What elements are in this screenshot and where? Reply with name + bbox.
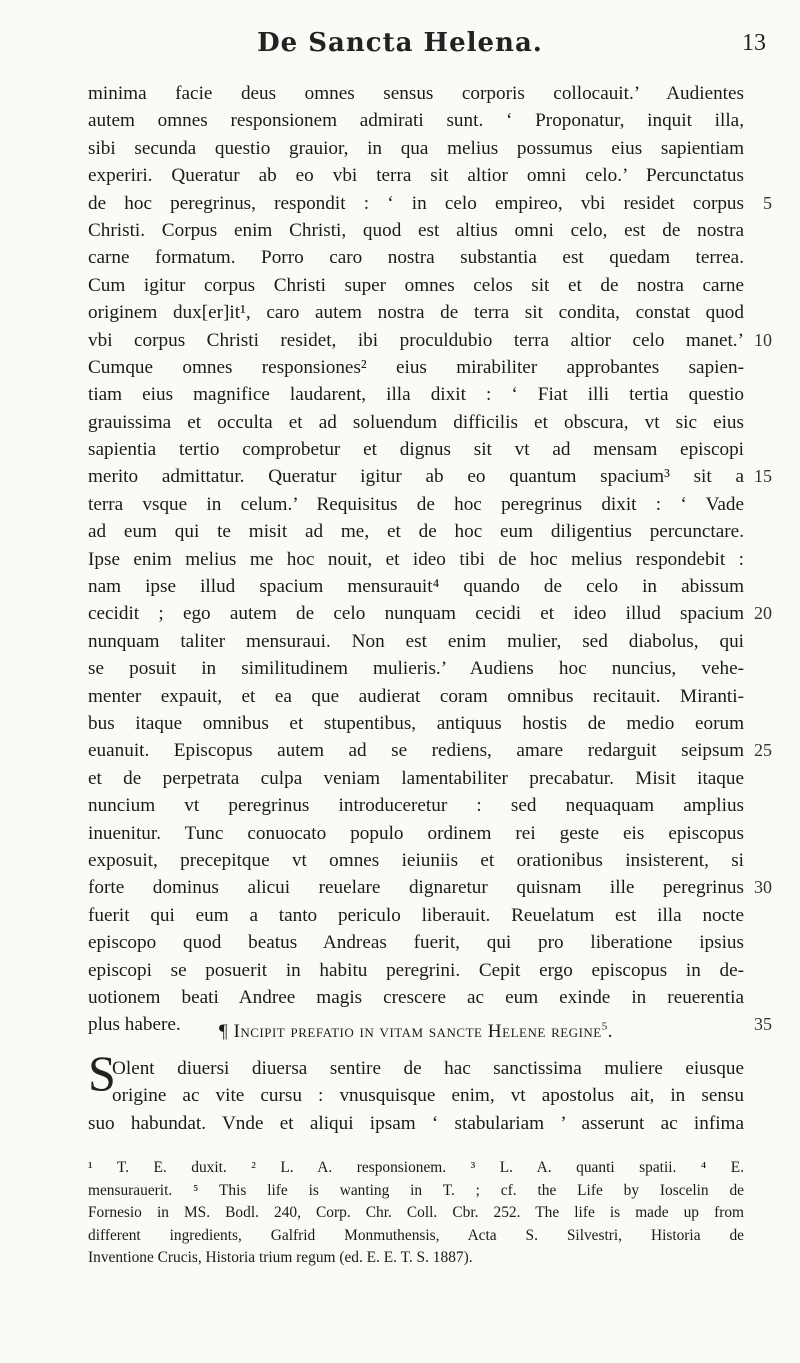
text-line: inuenitur. Tunc conuocato populo ordinem rei geste eis episcopus	[88, 822, 744, 844]
text-line: Ipse enim melius me hoc nouit, et ideo tibi de hoc melius respondebit :	[88, 548, 744, 570]
text-line: Cumque omnes responsiones² eius mirabiliter approbantes sapien-	[88, 356, 744, 378]
intro-line: Olent diuersi diuersa sentire de hac sanctissima muliere eiusque	[112, 1058, 744, 1079]
text-line: vbi corpus Christi residet, ibi proculdubio terra altior celo manet.’ 10	[88, 327, 744, 354]
line-number: 25	[754, 740, 772, 761]
text-line: experiri. Queratur ab eo vbi terra sit altior omni celo.’ Percunctatus	[88, 165, 744, 187]
text-line: bus itaque omnibus et stupentibus, antiquus hostis de medio eorum	[88, 712, 744, 734]
footnote-line: different ingredients, Galfrid Monmuthensis, Acta S. Silvestri, Historia de	[88, 1226, 744, 1244]
text-line: grauissima et occulta et ad soluendum difficilis et obscura, vt sic eius	[88, 411, 744, 433]
text-line: de hoc peregrinus, respondit : ‘ in celo empireo, vbi residet corpus 5	[88, 190, 744, 217]
main-text	[88, 80, 772, 1039]
text-line: sibi secunda questio grauior, in qua melius possumus eius sapientiam	[88, 137, 744, 159]
heading-footnote-ref: 5	[601, 1020, 608, 1033]
text-line: et de perpetrata culpa veniam lamentabiliter precabatur. Misit itaque	[88, 767, 744, 789]
text-line: tiam eius magnifice laudarent, illa dixit : ‘ Fiat illi tertia questio	[88, 384, 744, 406]
footnote-line: Fornesio in MS. Bodl. 240, Corp. Chr. Coll. Cbr. 252. The life is made up from	[88, 1204, 744, 1222]
line-number: 15	[754, 466, 772, 487]
running-title: De Sancta Helena.	[257, 28, 543, 58]
text-line: ad eum qui te misit ad me, et de hoc eum diligentius percunctare.	[88, 521, 744, 543]
text-line: sapientia tertio comprobetur et dignus sit vt ad mensam episcopi	[88, 439, 744, 461]
drop-cap: S	[88, 1045, 116, 1101]
text-line: terra vsque in celum.’ Requisitus de hoc peregrinus dixit : ‘ Vade	[88, 493, 744, 515]
text-line: episcopo quod beatus Andreas fuerit, qui pro liberatione ipsius	[88, 932, 744, 954]
intro-line: suo habundat. Vnde et aliqui ipsam ‘ stabulariam ’ asserunt ac infima	[88, 1112, 744, 1134]
text-line: Cum igitur corpus Christi super omnes celos sit et de nostra carne	[88, 274, 744, 296]
text-line: cecidit ; ego autem de celo nunquam cecidi et ideo illud spacium 20	[88, 600, 744, 627]
footnote-line: Inventione Crucis, Historia trium regum (ed. E. E. T. S. 1887).	[88, 1249, 473, 1267]
text-line: episcopi se posuerit in habitu peregrini. Cepit ergo episcopus in de-	[88, 959, 744, 981]
text-line: plus habere. 35	[88, 1011, 744, 1038]
footnotes	[88, 1157, 744, 1270]
pilcrow: ¶	[218, 1021, 229, 1042]
text-line: forte dominus alicui reuelare dignaretur quisnam ille peregrinus 30	[88, 874, 744, 901]
line-number: 20	[754, 603, 772, 624]
text-line: nunquam taliter mensuraui. Non est enim mulier, sed diabolus, qui	[88, 630, 744, 652]
text-line: uotionem beati Andree magis crescere ac eum exinde in reuerentia	[88, 986, 744, 1008]
intro-line: origine ac vite cursu : vnusquisque enim, vt apostolus ait, in sensu	[112, 1085, 744, 1107]
footnote-line: mensurauerit. ⁵ This life is wanting in T. ; cf. the Life by Ioscelin de	[88, 1181, 744, 1199]
text-line: fuerit qui eum a tanto periculo liberauit. Reuelatum est illa nocte	[88, 904, 744, 926]
line-number: 35	[754, 1014, 772, 1035]
heading-text: Incipit prefatio in vitam sancte Helene regine	[233, 1021, 602, 1042]
line-number: 30	[754, 877, 772, 898]
text-line: nam ipse illud spacium mensurauit⁴ quando de celo in abissum	[88, 576, 744, 598]
section-heading: ¶ Incipit prefatio in vitam sancte Helene regine$^5$.	[218, 1020, 614, 1042]
text-line: euanuit. Episcopus autem ad se rediens, amare redarguit seipsum 25	[88, 737, 744, 764]
line-number: 10	[754, 329, 772, 350]
page-number: 13	[742, 30, 766, 56]
text-line: exposuit, precepitque vt omnes ieiuniis et orationibus insisterent, si	[88, 849, 744, 871]
intro-paragraph	[88, 1055, 744, 1137]
text-line: merito admittatur. Queratur igitur ab eo quantum spacium³ sit a 15	[88, 463, 744, 490]
text-line: Christi. Corpus enim Christi, quod est altius omni celo, est de nostra	[88, 219, 744, 241]
text-line: menter expauit, et ea que audierat coram omnibus recitauit. Miranti-	[88, 685, 744, 707]
text-line: originem dux[er]it¹, caro autem nostra de terra sit condita, constat quod	[88, 302, 744, 324]
text-line: carne formatum. Porro caro nostra substantia est quedam terrea.	[88, 247, 744, 269]
line-number: 5	[763, 192, 772, 213]
text-line: autem omnes responsionem admirati sunt. ‘ Proponatur, inquit illa,	[88, 110, 744, 132]
footnote-line: ¹ T. E. duxit. ² L. A. responsionem. ³ L. A. quanti spatii. ⁴ E.	[88, 1159, 744, 1176]
text-line: se posuit in similitudinem mulieris.’ Audiens hoc nuncius, vehe-	[88, 658, 744, 680]
text-line: nuncium vt peregrinus introduceretur : sed nequaquam amplius	[88, 795, 744, 817]
page-header	[0, 26, 800, 66]
text-line: minima facie deus omnes sensus corporis collocauit.’ Audientes	[88, 83, 744, 104]
